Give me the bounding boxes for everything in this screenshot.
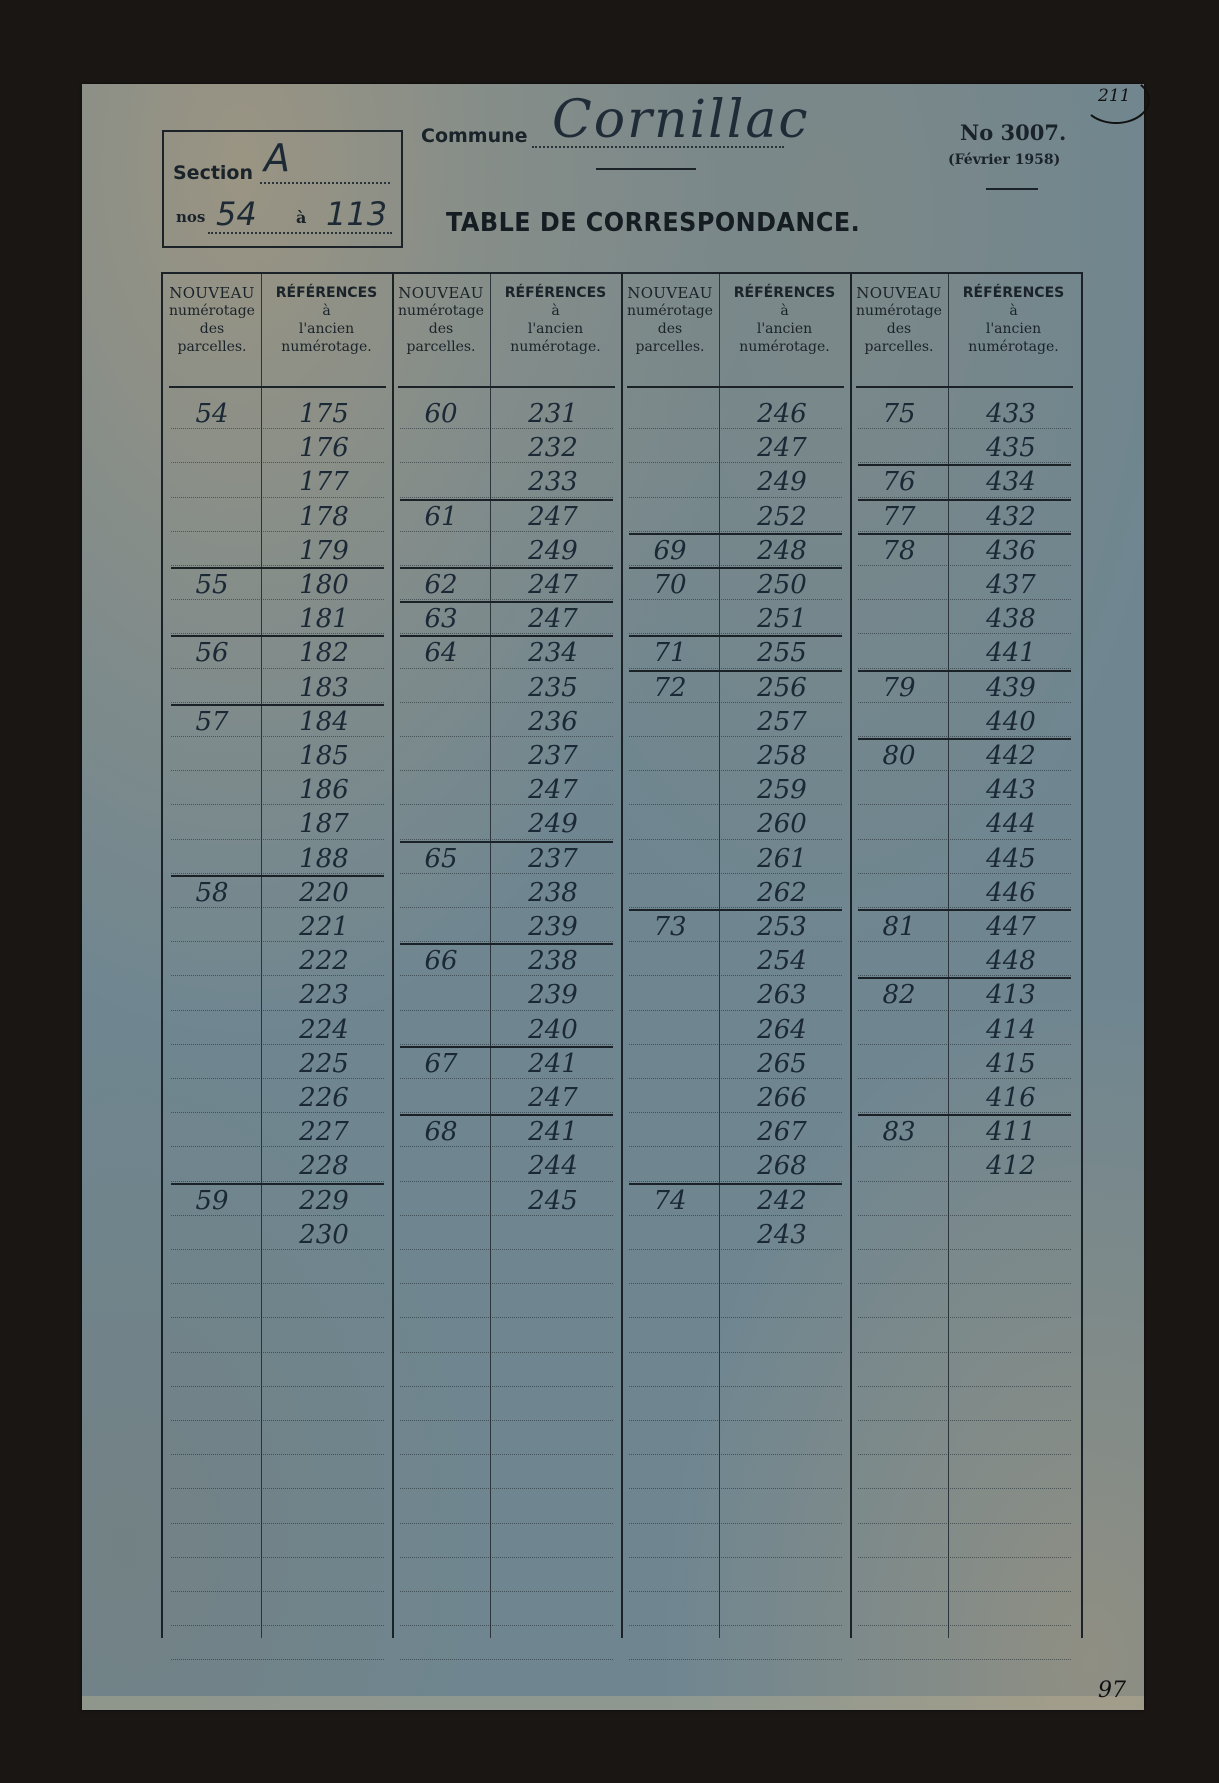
new-parcel-number: 70: [653, 570, 687, 600]
dotted-line: [532, 146, 784, 148]
old-reference-number: 440: [986, 706, 1036, 737]
old-reference-number: 232: [528, 433, 578, 464]
header-old-references-line: numérotage.: [739, 339, 830, 355]
new-parcel-number: 76: [882, 467, 916, 498]
header-rule: [169, 386, 386, 388]
row-line: [400, 1625, 613, 1626]
paper-edge: [82, 1696, 1144, 1710]
new-parcel-number: 66: [424, 946, 458, 977]
old-reference-number: 188: [299, 843, 349, 874]
old-reference-number: 433: [986, 399, 1036, 429]
header-new-numbering-line: NOUVEAU: [627, 284, 713, 302]
old-reference-number: 245: [528, 1185, 578, 1216]
header-new-numbering: [392, 284, 490, 374]
document-title: TABLE DE CORRESPONDANCE.: [446, 208, 861, 238]
old-reference-number: 247: [528, 1083, 578, 1113]
header-new-numbering: [850, 284, 948, 374]
new-parcel-number: 80: [882, 741, 916, 771]
old-reference-number: 242: [757, 1185, 807, 1216]
row-line: [858, 1352, 1071, 1353]
old-reference-number: 249: [528, 535, 578, 566]
old-reference-number: 229: [299, 1185, 349, 1216]
header-new-numbering-line: NOUVEAU: [398, 284, 484, 302]
header-new-numbering-line: des: [428, 321, 454, 337]
range-from: 54: [216, 195, 257, 233]
header-new-numbering-line: des: [886, 321, 912, 337]
row-line: [858, 1283, 1071, 1284]
row-line: [858, 1523, 1071, 1524]
row-line: [171, 1352, 384, 1353]
old-reference-number: 247: [528, 501, 578, 532]
range-to: 113: [326, 195, 388, 233]
dotted-line: [260, 182, 390, 184]
header-old-references-line: à: [551, 303, 560, 319]
header-old-references-line: numérotage.: [510, 339, 601, 355]
new-parcel-number: 62: [424, 570, 458, 600]
old-reference-number: 236: [528, 706, 578, 737]
row-line: [400, 1557, 613, 1558]
old-reference-number: 446: [986, 877, 1036, 908]
header-old-references-line: numérotage.: [968, 339, 1059, 355]
row-line: [400, 1386, 613, 1387]
old-reference-number: 240: [528, 1014, 578, 1045]
old-reference-number: 445: [986, 843, 1036, 874]
divider: [596, 168, 696, 170]
header-old-references-line: à: [780, 303, 789, 319]
section-value: A: [264, 136, 290, 180]
old-reference-number: 248: [757, 535, 807, 566]
row-line: [629, 1352, 842, 1353]
header-rule: [856, 386, 1073, 388]
old-reference-number: 436: [986, 535, 1036, 566]
old-reference-number: 177: [299, 467, 349, 498]
old-reference-number: 231: [528, 399, 578, 429]
old-reference-number: 256: [757, 672, 807, 703]
new-parcel-number: 82: [882, 980, 916, 1011]
old-reference-number: 238: [528, 877, 578, 908]
row-line: [400, 1454, 613, 1455]
old-reference-number: 439: [986, 672, 1036, 703]
header-rule: [398, 386, 615, 388]
new-parcel-number: 68: [424, 1117, 458, 1148]
old-reference-number: 249: [757, 467, 807, 498]
old-reference-number: 179: [299, 535, 349, 566]
old-reference-number: 228: [299, 1151, 349, 1182]
new-parcel-number: 75: [882, 399, 916, 429]
row-line: [171, 1386, 384, 1387]
column-divider: [719, 274, 720, 1638]
old-reference-number: 234: [528, 638, 578, 669]
column-divider: [490, 274, 491, 1638]
header-new-numbering-line: numérotage: [627, 303, 713, 319]
old-reference-number: 239: [528, 912, 578, 942]
old-reference-number: 254: [757, 946, 807, 977]
old-reference-number: 224: [299, 1014, 349, 1045]
old-reference-number: 411: [986, 1117, 1036, 1148]
old-reference-number: 415: [986, 1048, 1036, 1079]
dotted-line: [208, 232, 392, 234]
new-parcel-number: 59: [195, 1185, 229, 1216]
old-reference-number: 175: [299, 399, 349, 429]
old-reference-number: 184: [299, 706, 349, 737]
row-line: [400, 1317, 613, 1318]
new-parcel-number: 65: [424, 843, 458, 874]
row-line: [858, 1420, 1071, 1421]
new-parcel-number: 58: [195, 877, 229, 908]
old-reference-number: 223: [299, 980, 349, 1011]
header-old-references-line: à: [322, 303, 331, 319]
old-reference-number: 185: [299, 741, 349, 771]
header-old-references: [261, 284, 392, 374]
old-reference-number: 443: [986, 775, 1036, 806]
old-reference-number: 414: [986, 1014, 1036, 1045]
old-reference-number: 181: [299, 604, 349, 635]
annotation-circle: [1082, 76, 1150, 124]
old-reference-number: 222: [299, 946, 349, 977]
header-old-references-line: RÉFÉRENCES: [962, 285, 1065, 301]
old-reference-number: 235: [528, 672, 578, 703]
header-old-references-line: RÉFÉRENCES: [275, 285, 378, 301]
row-line: [629, 1557, 842, 1558]
header-old-references-line: RÉFÉRENCES: [504, 285, 607, 301]
old-reference-number: 250: [757, 570, 807, 600]
header-new-numbering-line: des: [199, 321, 225, 337]
old-reference-number: 257: [757, 706, 807, 737]
header-old-references-line: RÉFÉRENCES: [733, 285, 836, 301]
new-parcel-number: 74: [653, 1185, 687, 1216]
old-reference-number: 251: [757, 604, 807, 635]
old-reference-number: 262: [757, 877, 807, 908]
row-line: [171, 1317, 384, 1318]
row-line: [171, 1557, 384, 1558]
old-reference-number: 227: [299, 1117, 349, 1148]
old-reference-number: 266: [757, 1083, 807, 1113]
nos-label: nos: [176, 208, 206, 226]
old-reference-number: 442: [986, 741, 1036, 771]
row-line: [629, 1420, 842, 1421]
old-reference-number: 241: [528, 1048, 578, 1079]
old-reference-number: 260: [757, 809, 807, 840]
old-reference-number: 416: [986, 1083, 1036, 1113]
old-reference-number: 238: [528, 946, 578, 977]
old-reference-number: 259: [757, 775, 807, 806]
new-parcel-number: 79: [882, 672, 916, 703]
row-line: [858, 1591, 1071, 1592]
new-parcel-number: 60: [424, 399, 458, 429]
header-old-references: [948, 284, 1079, 374]
document-date: (Février 1958): [948, 152, 1061, 168]
old-reference-number: 434: [986, 467, 1036, 498]
old-reference-number: 263: [757, 980, 807, 1011]
row-line: [171, 1283, 384, 1284]
old-reference-number: 178: [299, 501, 349, 532]
row-line: [858, 1386, 1071, 1387]
column-divider: [261, 274, 262, 1638]
column-divider: [948, 274, 949, 1638]
divider: [986, 188, 1038, 190]
corner-annotation: 211: [1098, 86, 1131, 106]
old-reference-number: 220: [299, 877, 349, 908]
row-line: [858, 1317, 1071, 1318]
new-parcel-number: 78: [882, 535, 916, 566]
header-new-numbering: [621, 284, 719, 374]
row-line: [171, 1420, 384, 1421]
row-line: [629, 1625, 842, 1626]
old-reference-number: 247: [757, 433, 807, 464]
new-parcel-number: 72: [653, 672, 687, 703]
old-reference-number: 265: [757, 1048, 807, 1079]
header-new-numbering-line: parcelles.: [177, 339, 247, 355]
header-old-references-line: à: [1009, 303, 1018, 319]
old-reference-number: 186: [299, 775, 349, 806]
old-reference-number: 268: [757, 1151, 807, 1182]
header-old-references-line: l'ancien: [527, 321, 584, 337]
old-reference-number: 246: [757, 399, 807, 429]
header-rule: [627, 386, 844, 388]
row-line: [858, 1659, 1071, 1660]
old-reference-number: 438: [986, 604, 1036, 635]
old-reference-number: 267: [757, 1117, 807, 1148]
old-reference-number: 249: [528, 809, 578, 840]
row-line: [400, 1420, 613, 1421]
group-divider: [392, 274, 394, 1638]
new-parcel-number: 83: [882, 1117, 916, 1148]
row-line: [171, 1488, 384, 1489]
row-line: [858, 1557, 1071, 1558]
old-reference-number: 180: [299, 570, 349, 600]
header-new-numbering-line: NOUVEAU: [169, 284, 255, 302]
row-line: [629, 1386, 842, 1387]
old-reference-number: 230: [299, 1219, 349, 1250]
old-reference-number: 233: [528, 467, 578, 498]
row-line: [171, 1659, 384, 1660]
header-new-numbering-line: numérotage: [169, 303, 255, 319]
new-parcel-number: 64: [424, 638, 458, 669]
header-new-numbering-line: parcelles.: [635, 339, 705, 355]
row-line: [858, 1454, 1071, 1455]
row-line: [171, 1591, 384, 1592]
old-reference-number: 435: [986, 433, 1036, 464]
old-reference-number: 447: [986, 912, 1036, 942]
old-reference-number: 441: [986, 638, 1036, 669]
header-old-references: [490, 284, 621, 374]
new-parcel-number: 73: [653, 912, 687, 942]
header-old-references-line: l'ancien: [985, 321, 1042, 337]
row-line: [629, 1317, 842, 1318]
old-reference-number: 239: [528, 980, 578, 1011]
row-line: [629, 1283, 842, 1284]
old-reference-number: 225: [299, 1048, 349, 1079]
old-reference-number: 413: [986, 980, 1036, 1011]
row-line: [171, 1625, 384, 1626]
row-line: [858, 1625, 1071, 1626]
old-reference-number: 252: [757, 501, 807, 532]
row-line: [629, 1488, 842, 1489]
new-parcel-number: 55: [195, 570, 229, 600]
header-old-references: [719, 284, 850, 374]
old-reference-number: 247: [528, 775, 578, 806]
new-parcel-number: 69: [653, 535, 687, 566]
row-line: [400, 1523, 613, 1524]
header-new-numbering-line: parcelles.: [864, 339, 934, 355]
old-reference-number: 176: [299, 433, 349, 464]
commune-label: Commune: [421, 125, 528, 147]
group-divider: [621, 274, 623, 1638]
old-reference-number: 412: [986, 1151, 1036, 1182]
section-box: [162, 130, 403, 248]
header-new-numbering-line: numérotage: [856, 303, 942, 319]
old-reference-number: 261: [757, 843, 807, 874]
old-reference-number: 243: [757, 1219, 807, 1250]
old-reference-number: 264: [757, 1014, 807, 1045]
header-new-numbering: [163, 284, 261, 374]
correspondence-table: [161, 272, 1083, 1638]
header-old-references-line: l'ancien: [298, 321, 355, 337]
row-line: [400, 1249, 613, 1250]
row-line: [629, 1591, 842, 1592]
header-old-references-line: numérotage.: [281, 339, 372, 355]
row-line: [858, 1488, 1071, 1489]
new-parcel-number: 61: [424, 501, 458, 532]
old-reference-number: 182: [299, 638, 349, 669]
new-parcel-number: 63: [424, 604, 458, 635]
old-reference-number: 448: [986, 946, 1036, 977]
old-reference-number: 247: [528, 604, 578, 635]
row-line: [629, 1523, 842, 1524]
row-line: [858, 1215, 1071, 1216]
new-parcel-number: 77: [882, 501, 916, 532]
row-line: [171, 1454, 384, 1455]
document-number: No 3007.: [960, 120, 1067, 145]
section-label: Section: [173, 162, 254, 184]
old-reference-number: 253: [757, 912, 807, 942]
old-reference-number: 241: [528, 1117, 578, 1148]
row-line: [400, 1352, 613, 1353]
new-parcel-number: 67: [424, 1048, 458, 1079]
document-sheet: [82, 84, 1144, 1710]
header-old-references-line: l'ancien: [756, 321, 813, 337]
row-line: [400, 1659, 613, 1660]
row-line: [858, 1249, 1071, 1250]
row-line: [400, 1591, 613, 1592]
header-new-numbering-line: des: [657, 321, 683, 337]
old-reference-number: 221: [299, 912, 349, 942]
commune-value: Cornillac: [552, 90, 810, 150]
old-reference-number: 237: [528, 741, 578, 771]
row-line: [400, 1488, 613, 1489]
old-reference-number: 226: [299, 1083, 349, 1113]
group-divider: [850, 274, 852, 1638]
new-parcel-number: 71: [653, 638, 687, 669]
row-line: [629, 1454, 842, 1455]
old-reference-number: 258: [757, 741, 807, 771]
header-new-numbering-line: NOUVEAU: [856, 284, 942, 302]
old-reference-number: 187: [299, 809, 349, 840]
old-reference-number: 437: [986, 570, 1036, 600]
page-number: 97: [1098, 1678, 1126, 1703]
old-reference-number: 247: [528, 570, 578, 600]
old-reference-number: 444: [986, 809, 1036, 840]
row-line: [629, 1659, 842, 1660]
new-parcel-number: 81: [882, 912, 916, 942]
old-reference-number: 255: [757, 638, 807, 669]
header-new-numbering-line: numérotage: [398, 303, 484, 319]
new-parcel-number: 57: [195, 706, 229, 737]
old-reference-number: 183: [299, 672, 349, 703]
row-line: [400, 1283, 613, 1284]
header-new-numbering-line: parcelles.: [406, 339, 476, 355]
range-separator: à: [296, 208, 307, 227]
row-line: [171, 1523, 384, 1524]
old-reference-number: 244: [528, 1151, 578, 1182]
old-reference-number: 432: [986, 501, 1036, 532]
old-reference-number: 237: [528, 843, 578, 874]
new-parcel-number: 56: [195, 638, 229, 669]
new-parcel-number: 54: [195, 399, 229, 429]
